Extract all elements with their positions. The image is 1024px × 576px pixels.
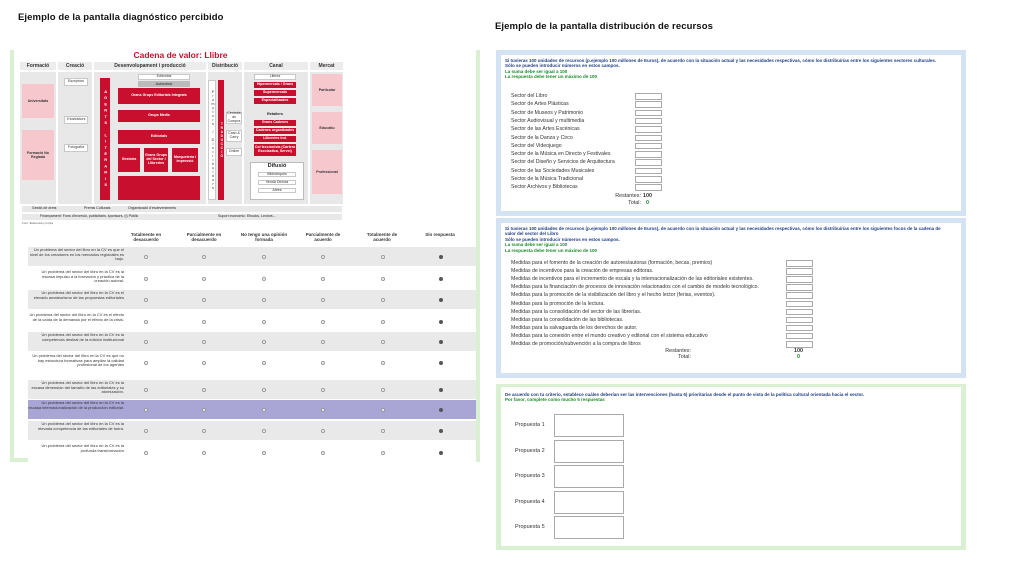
likert-radio[interactable] [202,388,206,392]
box-cadenes-org: Cadenes organitzades [255,128,295,133]
propuesta-textarea[interactable] [554,491,624,514]
label-financament: Finançament: Fons d'inversió, publicitaris, sponsors, (i) Públic [40,214,139,218]
row-statement: Un problema del sector del libro en la CV es la elevada competencia de las editoriales de fuera. [38,421,124,431]
box-grups-medis: Grups Medis [118,110,200,122]
distribucion-sectores-panel [496,50,966,216]
sector-label: Sector de Museos y Patrimonio [511,109,584,116]
table-row [28,353,476,372]
heading-diagnostico: Ejemplo de la pantalla diagnóstico percibido [18,12,224,23]
col-distribucio: Distribució [208,62,242,70]
box-supermercats: Supermercats [254,90,296,96]
likert-radio[interactable] [202,255,206,259]
dist2-rest-label: Restantes: [665,348,691,354]
box-particular: Particular [312,74,342,106]
likert-radio[interactable] [262,388,266,392]
chart-source: Font: Elaboració pròpia [22,221,54,225]
sector-input[interactable] [635,93,662,100]
table-row [28,247,476,266]
likert-radio[interactable] [262,361,266,365]
medida-input[interactable] [786,292,813,299]
likert-radio[interactable] [144,451,148,455]
likert-radio[interactable] [321,255,325,259]
table-row [28,443,476,462]
row-statement: Un problema del sector del libro en la CV es la escasa impulso a la formación y práctica de la creación autoral. [41,269,124,284]
medida-label: Medidas para la consolidación del sector de las librerías. [511,308,642,315]
sector-input[interactable] [635,118,662,125]
label-retailers: Retailers [266,112,284,116]
grid-header: Parcialmente en desacuerdo [186,232,222,243]
dist2-total-label: Total: [678,354,691,360]
likert-radio[interactable] [439,408,443,412]
likert-radio[interactable] [262,429,266,433]
box-venda-directa: Venda Directa [258,180,296,185]
box-produccio-base [118,176,200,200]
medida-input[interactable] [786,284,813,291]
propuesta-label: Propuesta 3 [515,473,545,479]
likert-radio[interactable] [202,340,206,344]
sector-label: Sector de Artes Plásticas [511,101,569,108]
sector-label: Sector de la Música Tradicional [511,176,584,182]
propuesta-label: Propuesta 1 [515,422,545,428]
likert-radio[interactable] [381,298,385,302]
row-statement: Un problema del sector del libro en la CV es el efecto de la caída de la demanda por el efecto de la crisis. [29,312,124,322]
medida-input[interactable] [786,325,813,332]
sector-label: Sector de la Danza y Circo [511,134,573,141]
box-grans-grups: Grans Grups Editorials Integrats [118,88,200,104]
propuesta-label: Propuesta 4 [515,498,545,505]
label-esdeveniments: Organització d'esdeveniments [128,206,177,210]
likert-radio[interactable] [381,429,385,433]
likert-radio[interactable] [321,277,325,281]
dist-rest-label: Restantes: [615,193,641,199]
box-illustradors: Il·lustradors [64,116,88,124]
likert-radio[interactable] [439,429,443,433]
row-statement: Un problema del sector del libro en la CV es el elevado amateurismo de las propuestas editoriales [33,290,124,300]
chart-title: Cadena de valor: Llibre [133,50,228,60]
box-gestoria: Gestoria [118,148,140,172]
dist2-rest-value: 100 [794,348,803,354]
medida-input[interactable] [786,317,813,324]
label-premis: Premis Culturals [84,206,111,210]
propuesta-textarea[interactable] [554,440,624,463]
sector-label: Sector del Libro [511,93,548,99]
dist2-rule2: La respuesta debe tener un máximo de 100 [505,247,598,253]
dist2-rule1: La suma debe ser igual a 100 [505,242,568,248]
box-cash-carry: Cash & Carry [226,130,242,142]
sector-label: Sector de las Artes Escénicas [511,126,580,133]
medida-input[interactable] [786,260,813,267]
sector-input[interactable] [635,101,662,108]
dist-rest-value: 100 [643,193,652,199]
likert-radio[interactable] [262,320,266,324]
likert-radio[interactable] [321,298,325,302]
medida-label: Medidas para el fomento de la creación de autores/autoras (formación, becas, premios) [511,260,713,266]
likert-radio[interactable] [144,361,148,365]
sector-label: Sector de las Sociedades Musicales [511,167,595,174]
likert-radio[interactable] [202,277,206,281]
table-row [28,290,476,309]
likert-radio[interactable] [262,298,266,302]
likert-radio[interactable] [381,255,385,259]
col-canal: Canal [244,62,308,70]
grid-header: No tengo una opinión formada [240,232,288,243]
medida-label: Medidas de incentivos para la creación de empresas editoras. [511,268,654,275]
box-escriptors: Escriptors [64,78,88,86]
list-intro2: Por favor, complete como mucho 5 respuestas [505,397,605,403]
propuesta-label: Propuesta 2 [515,447,545,454]
grid-header: Sin respuesta [425,232,455,237]
likert-radio[interactable] [439,277,443,281]
box-centrals-compra: Centrals de Compra [227,111,241,123]
likert-radio[interactable] [321,429,325,433]
sector-input[interactable] [635,126,662,133]
grid-header: Totalmente de acuerdo [366,232,398,243]
label-gestio-drets: Gestió de drets [32,206,57,210]
sector-input[interactable] [635,184,662,191]
diagnostico-panel [10,50,480,462]
dist-intro: Si tuvieras 100 unidades de recursos (p.ejemplo 100 millones de Euros), de acuerdo con la situación actual y las necesidades respectivas, cómo los distribuirías entre los siguientes sectores culturales. [505,58,937,63]
likert-radio[interactable] [144,388,148,392]
col-formacio: Formació [20,62,56,70]
likert-radio[interactable] [381,451,385,455]
box-grans-cadenes: Grans Cadenes [254,120,296,126]
row-statement: Un problema del sector del libro en la CV es que no hay estructura formativas para ampliar la calidad profesional de los agentes [32,353,124,368]
box-marqueteria: Marqueteria i Impressió [172,148,198,172]
box-editorials: Editorials [118,130,200,144]
box-educatiu: Educatiu [312,112,342,144]
distribucion-cadena-panel [496,218,966,378]
table-row [28,421,476,440]
medida-label: Medidas de promoción/subvención a la compra de libros [511,341,641,347]
table-row [28,332,476,351]
dist-intro2: Sólo se pueden introducir números en estos campos. [505,63,620,69]
likert-radio[interactable] [144,320,148,324]
table-row [28,400,476,419]
box-professional: Professional [312,150,342,194]
table-row [28,269,476,288]
box-universitats: Universitats [22,84,54,118]
likert-radio[interactable] [381,340,385,344]
dist-total-label: Total: [628,200,641,206]
row-statement: Un problema del sector del libro en la CV es la competencia desleal de la edición institucional [41,332,124,342]
likert-radio[interactable] [202,429,206,433]
medida-input[interactable] [786,276,813,283]
row-statement: Un problema del sector del libro en la CV es que el nivel de los creadores en los mercados regionales es bajo. [29,247,124,262]
propuesta-textarea[interactable] [554,465,624,488]
likert-radio[interactable] [144,277,148,281]
col-mercat: Mercat [310,62,343,70]
likert-radio[interactable] [321,388,325,392]
likert-radio[interactable] [262,255,266,259]
medida-input[interactable] [786,333,813,340]
row-statement: Un problema del sector del libro en la CV es la profunda transformación [41,443,124,453]
box-altres: Altres [258,188,296,193]
sector-input[interactable] [635,143,662,150]
medida-label: Medidas para la conexión entre el mundo creativo y editorial con el sistema educativo [511,332,708,339]
likert-radio[interactable] [144,408,148,412]
likert-radio[interactable] [321,320,325,324]
likert-radio[interactable] [439,388,443,392]
medida-label: Medidas para la salvaguarda de los derechos de autor. [511,324,638,331]
grid-header: Totalmente en desacuerdo [130,232,162,243]
propuesta-textarea[interactable] [554,414,624,437]
value-chain-diagram [18,50,343,228]
box-formacio-no-reglada: Formació No Reglada [22,130,54,180]
box-colleccionista: Col·leccionista (Cartera Escolastica, Servei) [254,144,296,156]
sector-input[interactable] [635,110,662,117]
likert-radio[interactable] [144,255,148,259]
likert-radio[interactable] [202,408,206,412]
box-especialitzades: Especialitzades [254,98,296,104]
sector-label: Sector del Diseño y Servicios de Arquitectura [511,159,615,166]
propuesta-textarea[interactable] [554,516,624,539]
likert-radio[interactable] [439,255,443,259]
likert-radio[interactable] [381,408,385,412]
label-difusio: Difusió [267,163,287,169]
sector-input[interactable] [635,168,662,175]
likert-radio[interactable] [321,340,325,344]
list-intro: De acuerdo con tu criterio, establece cuáles deberían ser las intervenciones (hasta 5) prioritarias desde el punto de vista de la política cultural orientada hacia el sector. [505,392,865,397]
likert-radio[interactable] [381,320,385,324]
likert-radio[interactable] [202,320,206,324]
likert-radio[interactable] [202,361,206,365]
likert-radio[interactable] [439,340,443,344]
likert-radio[interactable] [144,340,148,344]
dist2-total-value: 0 [797,354,800,360]
medida-label: Medidas para la promoción de la lectura. [511,300,605,307]
sector-label: Sector de la Música en Directo y Festivales [511,151,611,158]
likert-radio[interactable] [262,451,266,455]
likert-radio[interactable] [381,388,385,392]
likert-radio[interactable] [202,451,206,455]
likert-radio[interactable] [439,361,443,365]
likert-radio[interactable] [262,340,266,344]
box-llibreries-ind: Llibreries Ind. [254,136,296,142]
label-autoedicio: Autoedició [155,82,173,86]
medida-label: Medidas para la consolidación de las bibliotecas. [511,316,624,323]
medida-input[interactable] [786,301,813,308]
box-llibres: Llibres [254,74,296,80]
box-promotors: Promotors / Distribuïdors [208,80,216,200]
likert-radio[interactable] [321,361,325,365]
propuesta-label: Propuesta 5 [515,524,545,530]
dist-rule2: La respuesta debe tener un máximo de 100 [505,74,598,80]
grid-header: Parcialmente de acuerdo [305,232,341,243]
box-fotografia: Fotografia [64,144,88,152]
col-creacio: Creació [58,62,92,70]
likert-radio[interactable] [439,320,443,324]
propuestas-panel [496,384,966,550]
box-online: Online [226,148,242,156]
medida-input[interactable] [786,341,813,348]
label-suport: Suport econòmic: Ebooks, Lectors... [218,214,276,218]
box-agents-literaris: AGENTS LITERARIS [100,78,110,200]
likert-radio[interactable] [439,298,443,302]
likert-radio[interactable] [381,361,385,365]
box-grans-grups-sector: Grans Grups del Sector i Llibreries [144,148,168,172]
sector-input[interactable] [635,135,662,142]
medida-label: Medidas para la promoción de la visibilización del libro y el hecho lector (ferias, eventos). [511,292,716,299]
dist-rule1: La suma debe ser igual a 100 [505,68,568,74]
box-traduccio: TRADUCCIÓ [218,80,224,200]
table-row [28,312,476,331]
medida-input[interactable] [786,309,813,316]
likert-radio[interactable] [144,429,148,433]
sector-label: Sector del Videojuego [511,142,562,149]
sector-input[interactable] [635,151,662,158]
medida-input[interactable] [786,268,813,275]
likert-radio[interactable] [144,298,148,302]
box-editorials-top: Editorials [138,74,190,80]
row-statement: Un problema del sector del libro en la CV es la escasa internacionalización de la producción editorial. [28,400,124,410]
sector-label: Sector Archivos y Bibliotecas [511,184,578,191]
table-row [28,380,476,399]
box-hipermercats: Hipermercats / Grans [254,82,296,88]
likert-radio[interactable] [381,277,385,281]
row-statement: Un problema del sector del libro en la CV es la escasa dimensión del tamaño de las editoriales y su atomización. [31,380,124,395]
sector-input[interactable] [635,159,662,166]
col-produccio: Desenvolupament i producció [94,62,206,70]
sector-input[interactable] [635,176,662,183]
likert-radio[interactable] [262,277,266,281]
likert-radio[interactable] [321,451,325,455]
likert-radio[interactable] [439,451,443,455]
likert-radio[interactable] [321,408,325,412]
dist2-intro: Si tuvieras 100 unidades de recursos (p.ejemplo 100 millones de Euros), de acuerdo con la situación actual y las necesidades respectivas, cómo los distribuirías entre los siguientes focos de la cadena de valor del sector del Libro [505,226,941,237]
dist-total-value: 0 [646,200,649,206]
dist2-intro2: Sólo se pueden introducir números en estos campos. [505,236,620,242]
heading-distribucion: Ejemplo de la pantalla distribución de recursos [495,21,713,32]
medida-label: Medidas de incentivos para el incremento de escala y la internacionalización de las editoriales existentes. [511,276,754,283]
box-biblioteques: Biblioteques [258,172,296,177]
likert-radio[interactable] [262,408,266,412]
sector-label: Sector Audiovisual y multimedia [511,117,585,124]
likert-radio[interactable] [202,298,206,302]
medida-label: Medidas para la financiación de procesos de innovación relacionados con el cambio de modelo tecnológico. [511,284,760,291]
